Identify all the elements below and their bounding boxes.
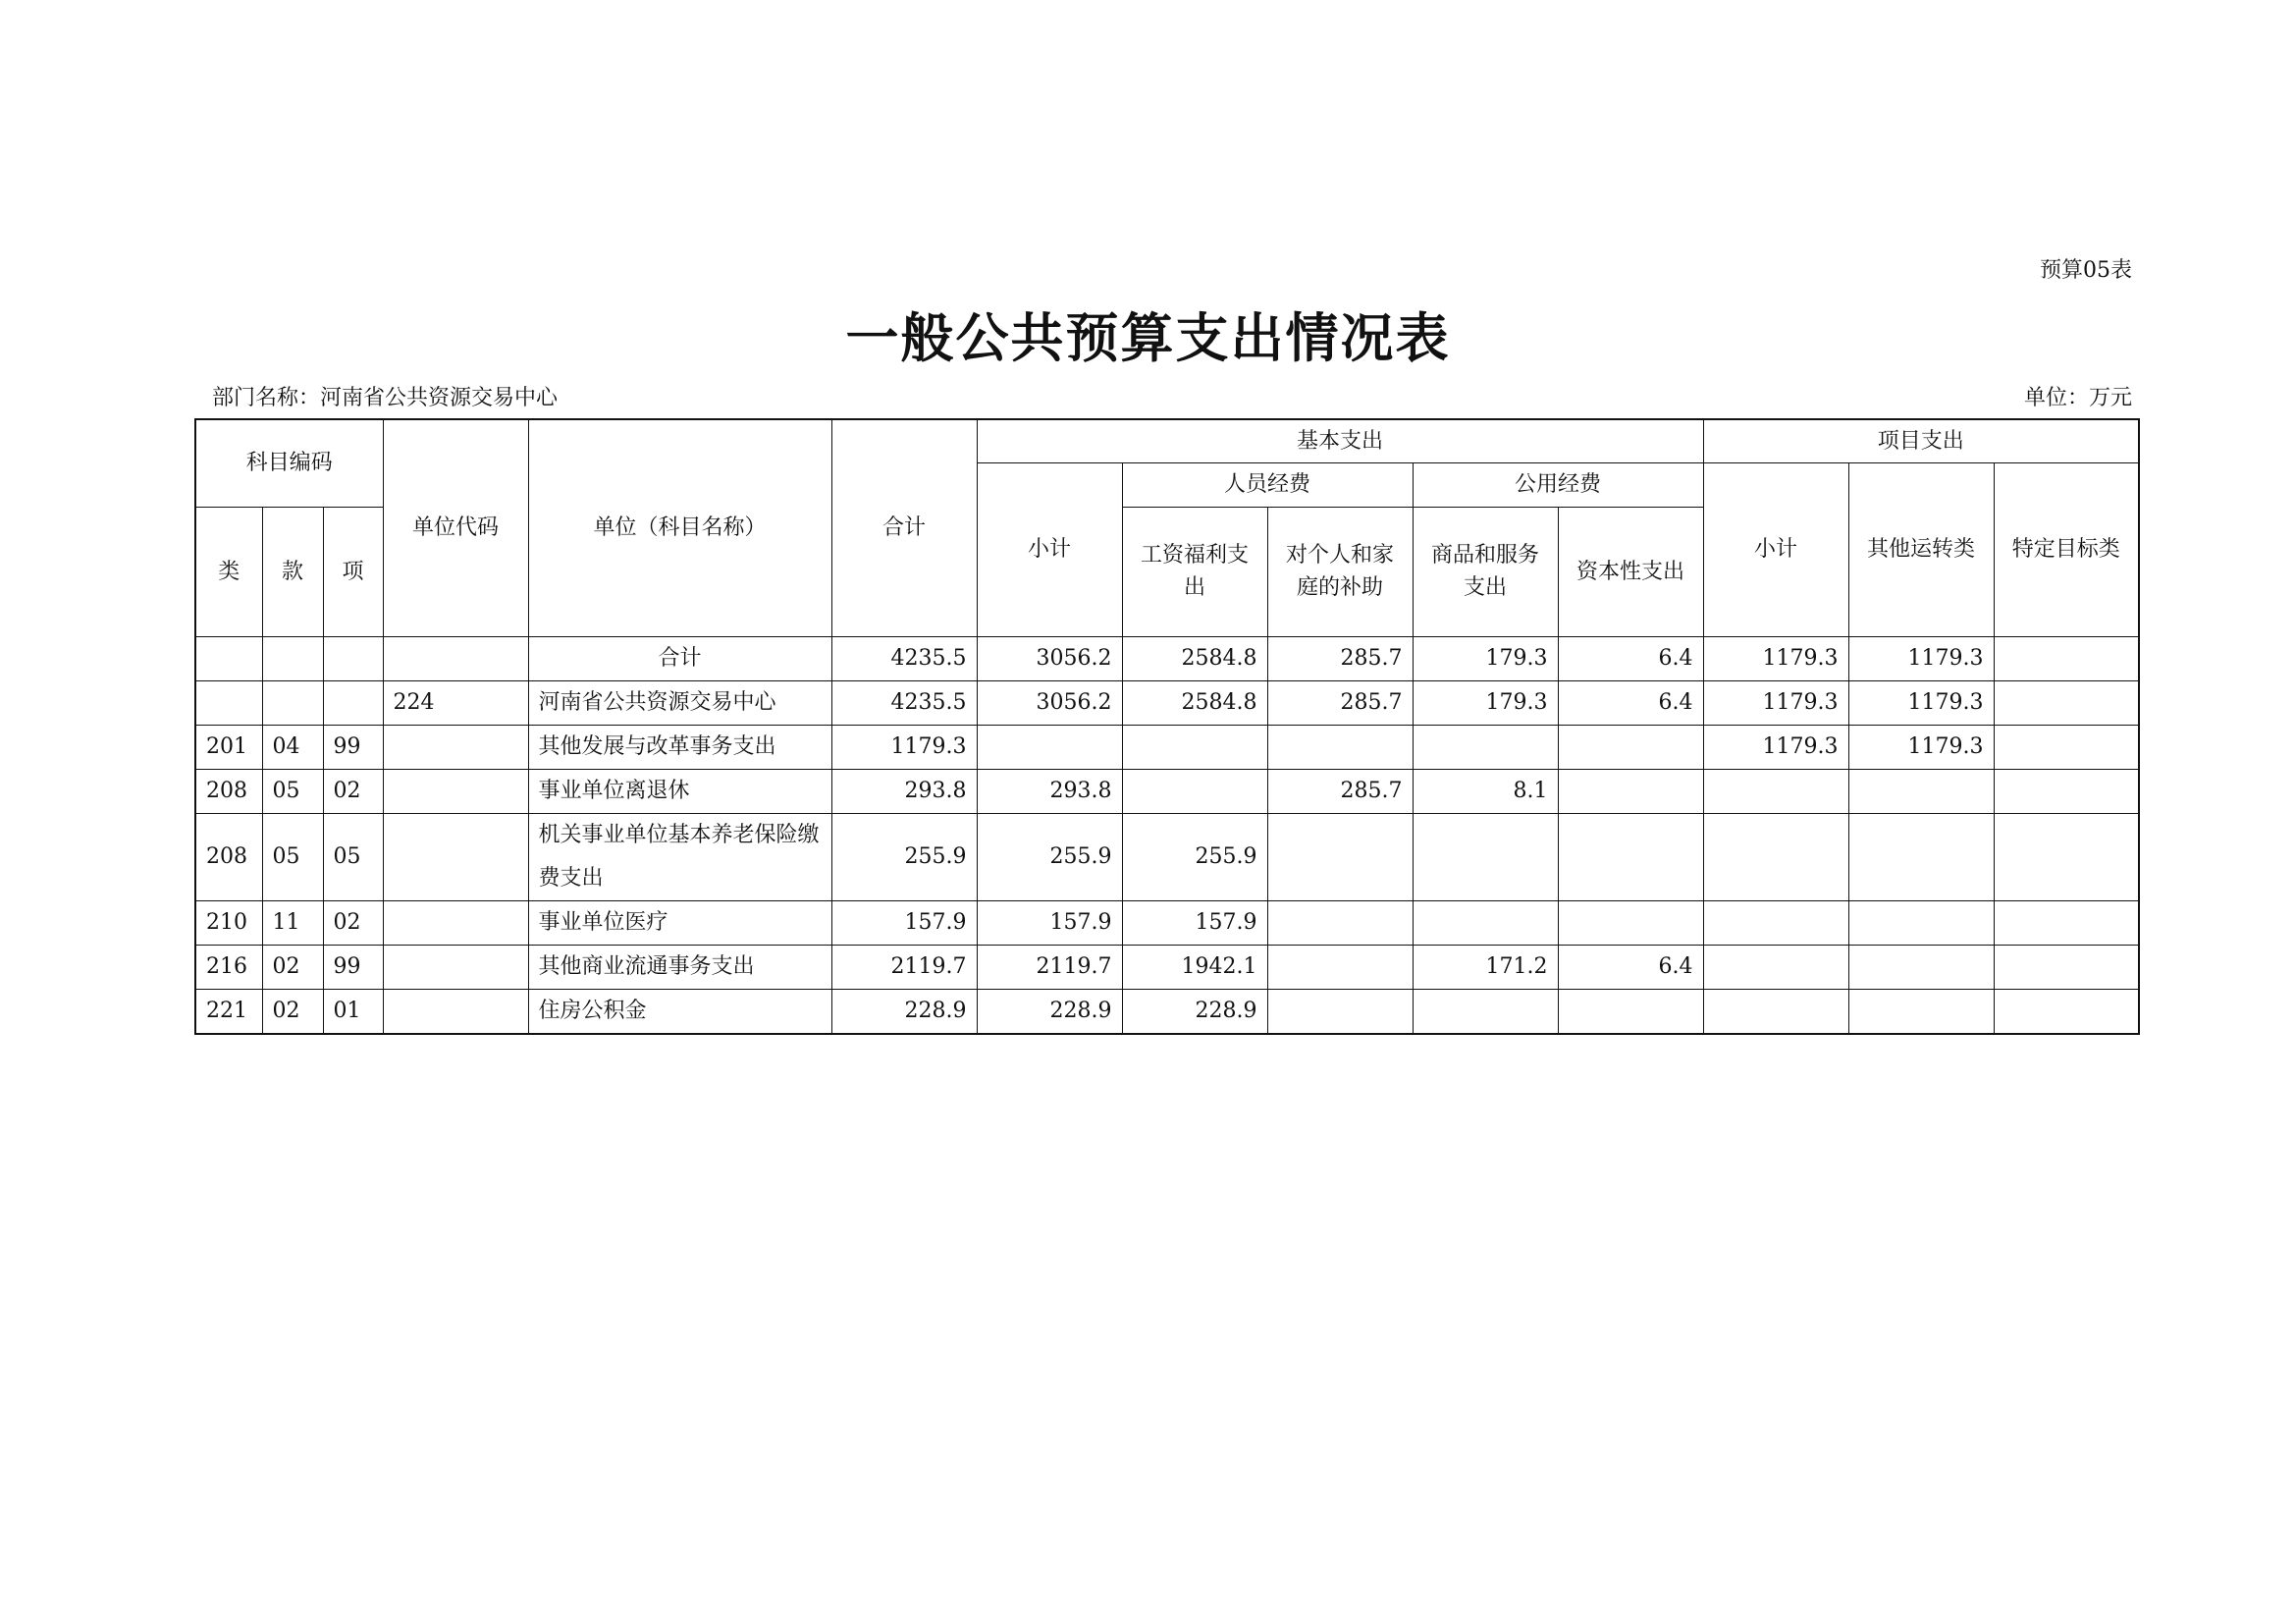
cell-other-operations [1848, 900, 1994, 945]
cell-wages: 255.9 [1122, 813, 1267, 900]
cell-project-subtotal [1703, 900, 1848, 945]
cell-unit-name: 其他商业流通事务支出 [528, 945, 831, 989]
table-row [195, 900, 2139, 945]
cell-xiang [323, 636, 383, 680]
cell-basic-subtotal: 293.8 [977, 769, 1122, 813]
cell-unit-name: 事业单位离退休 [528, 769, 831, 813]
cell-other-operations [1848, 813, 1994, 900]
header-unit-code: 单位代码 [383, 419, 528, 636]
cell-xiang: 01 [323, 989, 383, 1034]
cell-unit-code [383, 813, 528, 900]
cell-specific-targets [1994, 725, 2139, 769]
cell-project-subtotal: 1179.3 [1703, 680, 1848, 725]
table-row [195, 945, 2139, 989]
cell-unit-name: 河南省公共资源交易中心 [528, 680, 831, 725]
header-basic-expenditure: 基本支出 [977, 419, 1703, 462]
cell-lei: 201 [195, 725, 262, 769]
header-specific-targets: 特定目标类 [1994, 462, 2139, 636]
table-row [195, 989, 2139, 1034]
cell-xiang: 99 [323, 725, 383, 769]
header-wages: 工资福利支出 [1122, 507, 1267, 636]
header-total: 合计 [831, 419, 977, 636]
cell-unit-code [383, 636, 528, 680]
cell-lei: 216 [195, 945, 262, 989]
cell-total: 4235.5 [831, 680, 977, 725]
cell-total: 157.9 [831, 900, 977, 945]
cell-basic-subtotal [977, 725, 1122, 769]
cell-xiang [323, 680, 383, 725]
cell-capital [1558, 813, 1703, 900]
cell-unit-code [383, 989, 528, 1034]
cell-capital: 6.4 [1558, 680, 1703, 725]
cell-project-subtotal [1703, 813, 1848, 900]
table-row [195, 769, 2139, 813]
cell-total: 2119.7 [831, 945, 977, 989]
cell-other-operations: 1179.3 [1848, 680, 1994, 725]
header-other-operations: 其他运转类 [1848, 462, 1994, 636]
header-capital: 资本性支出 [1558, 507, 1703, 636]
cell-basic-subtotal: 228.9 [977, 989, 1122, 1034]
cell-project-subtotal: 1179.3 [1703, 636, 1848, 680]
cell-individual-subsidy [1267, 900, 1413, 945]
cell-basic-subtotal: 157.9 [977, 900, 1122, 945]
cell-project-subtotal [1703, 989, 1848, 1034]
cell-kuan: 04 [262, 725, 323, 769]
cell-wages: 228.9 [1122, 989, 1267, 1034]
cell-individual-subsidy: 285.7 [1267, 769, 1413, 813]
budget-table [194, 418, 2140, 1035]
table-body [195, 636, 2139, 1034]
cell-total: 255.9 [831, 813, 977, 900]
table-row [195, 813, 2139, 900]
cell-other-operations: 1179.3 [1848, 725, 1994, 769]
header-subject-code: 科目编码 [195, 419, 383, 507]
cell-specific-targets [1994, 813, 2139, 900]
cell-wages: 2584.8 [1122, 636, 1267, 680]
cell-specific-targets [1994, 945, 2139, 989]
cell-xiang: 02 [323, 900, 383, 945]
cell-total: 293.8 [831, 769, 977, 813]
cell-goods-services [1413, 900, 1558, 945]
cell-project-subtotal [1703, 769, 1848, 813]
cell-xiang: 02 [323, 769, 383, 813]
cell-lei [195, 636, 262, 680]
header-project-expenditure: 项目支出 [1703, 419, 2139, 462]
cell-wages [1122, 769, 1267, 813]
cell-specific-targets [1994, 636, 2139, 680]
cell-goods-services [1413, 725, 1558, 769]
cell-project-subtotal [1703, 945, 1848, 989]
cell-unit-code [383, 945, 528, 989]
cell-lei: 221 [195, 989, 262, 1034]
cell-kuan: 02 [262, 945, 323, 989]
cell-wages [1122, 725, 1267, 769]
cell-goods-services: 179.3 [1413, 680, 1558, 725]
table-row [195, 725, 2139, 769]
header-individual-subsidy: 对个人和家庭的补助 [1267, 507, 1413, 636]
cell-other-operations: 1179.3 [1848, 636, 1994, 680]
cell-unit-name: 合计 [528, 636, 831, 680]
cell-lei [195, 680, 262, 725]
cell-kuan: 05 [262, 813, 323, 900]
cell-individual-subsidy: 285.7 [1267, 680, 1413, 725]
cell-unit-code [383, 769, 528, 813]
cell-xiang: 05 [323, 813, 383, 900]
cell-unit-code: 224 [383, 680, 528, 725]
cell-capital [1558, 989, 1703, 1034]
cell-other-operations [1848, 769, 1994, 813]
cell-unit-name: 事业单位医疗 [528, 900, 831, 945]
cell-unit-name: 住房公积金 [528, 989, 831, 1034]
header-goods-services: 商品和服务支出 [1413, 507, 1558, 636]
table-row [195, 636, 2139, 680]
cell-unit-code [383, 900, 528, 945]
cell-kuan: 11 [262, 900, 323, 945]
cell-project-subtotal: 1179.3 [1703, 725, 1848, 769]
cell-capital: 6.4 [1558, 636, 1703, 680]
cell-total: 1179.3 [831, 725, 977, 769]
department-name: 部门名称：河南省公共资源交易中心 [212, 386, 559, 410]
cell-unit-name: 其他发展与改革事务支出 [528, 725, 831, 769]
page-title: 一般公共预算支出情况表 [845, 306, 1451, 369]
cell-unit-name: 机关事业单位基本养老保险缴费支出 [528, 813, 831, 900]
cell-specific-targets [1994, 989, 2139, 1034]
cell-goods-services [1413, 813, 1558, 900]
unit-label: 单位：万元 [2023, 386, 2132, 410]
cell-individual-subsidy [1267, 725, 1413, 769]
table-number: 预算05表 [2040, 258, 2132, 283]
cell-other-operations [1848, 989, 1994, 1034]
header-personnel-funds: 人员经费 [1122, 462, 1413, 507]
header-kuan: 款 [262, 507, 323, 636]
cell-kuan [262, 680, 323, 725]
cell-specific-targets [1994, 680, 2139, 725]
cell-kuan: 02 [262, 989, 323, 1034]
cell-wages: 2584.8 [1122, 680, 1267, 725]
cell-unit-code [383, 725, 528, 769]
cell-total: 228.9 [831, 989, 977, 1034]
cell-capital [1558, 769, 1703, 813]
header-lei: 类 [195, 507, 262, 636]
cell-basic-subtotal: 3056.2 [977, 680, 1122, 725]
table-row [195, 680, 2139, 725]
cell-kuan [262, 636, 323, 680]
header-xiang: 项 [323, 507, 383, 636]
header-basic-subtotal: 小计 [977, 462, 1122, 636]
cell-capital [1558, 900, 1703, 945]
cell-lei: 208 [195, 813, 262, 900]
cell-individual-subsidy: 285.7 [1267, 636, 1413, 680]
cell-goods-services: 8.1 [1413, 769, 1558, 813]
cell-individual-subsidy [1267, 813, 1413, 900]
cell-xiang: 99 [323, 945, 383, 989]
cell-capital [1558, 725, 1703, 769]
cell-specific-targets [1994, 900, 2139, 945]
cell-goods-services: 179.3 [1413, 636, 1558, 680]
cell-basic-subtotal: 2119.7 [977, 945, 1122, 989]
cell-wages: 157.9 [1122, 900, 1267, 945]
cell-total: 4235.5 [831, 636, 977, 680]
header-unit-name: 单位（科目名称） [528, 419, 831, 636]
cell-lei: 208 [195, 769, 262, 813]
cell-goods-services [1413, 989, 1558, 1034]
cell-individual-subsidy [1267, 945, 1413, 989]
cell-goods-services: 171.2 [1413, 945, 1558, 989]
cell-basic-subtotal: 255.9 [977, 813, 1122, 900]
cell-wages: 1942.1 [1122, 945, 1267, 989]
cell-capital: 6.4 [1558, 945, 1703, 989]
cell-lei: 210 [195, 900, 262, 945]
cell-specific-targets [1994, 769, 2139, 813]
cell-kuan: 05 [262, 769, 323, 813]
header-public-funds: 公用经费 [1413, 462, 1703, 507]
cell-individual-subsidy [1267, 989, 1413, 1034]
cell-other-operations [1848, 945, 1994, 989]
header-project-subtotal: 小计 [1703, 462, 1848, 636]
cell-basic-subtotal: 3056.2 [977, 636, 1122, 680]
